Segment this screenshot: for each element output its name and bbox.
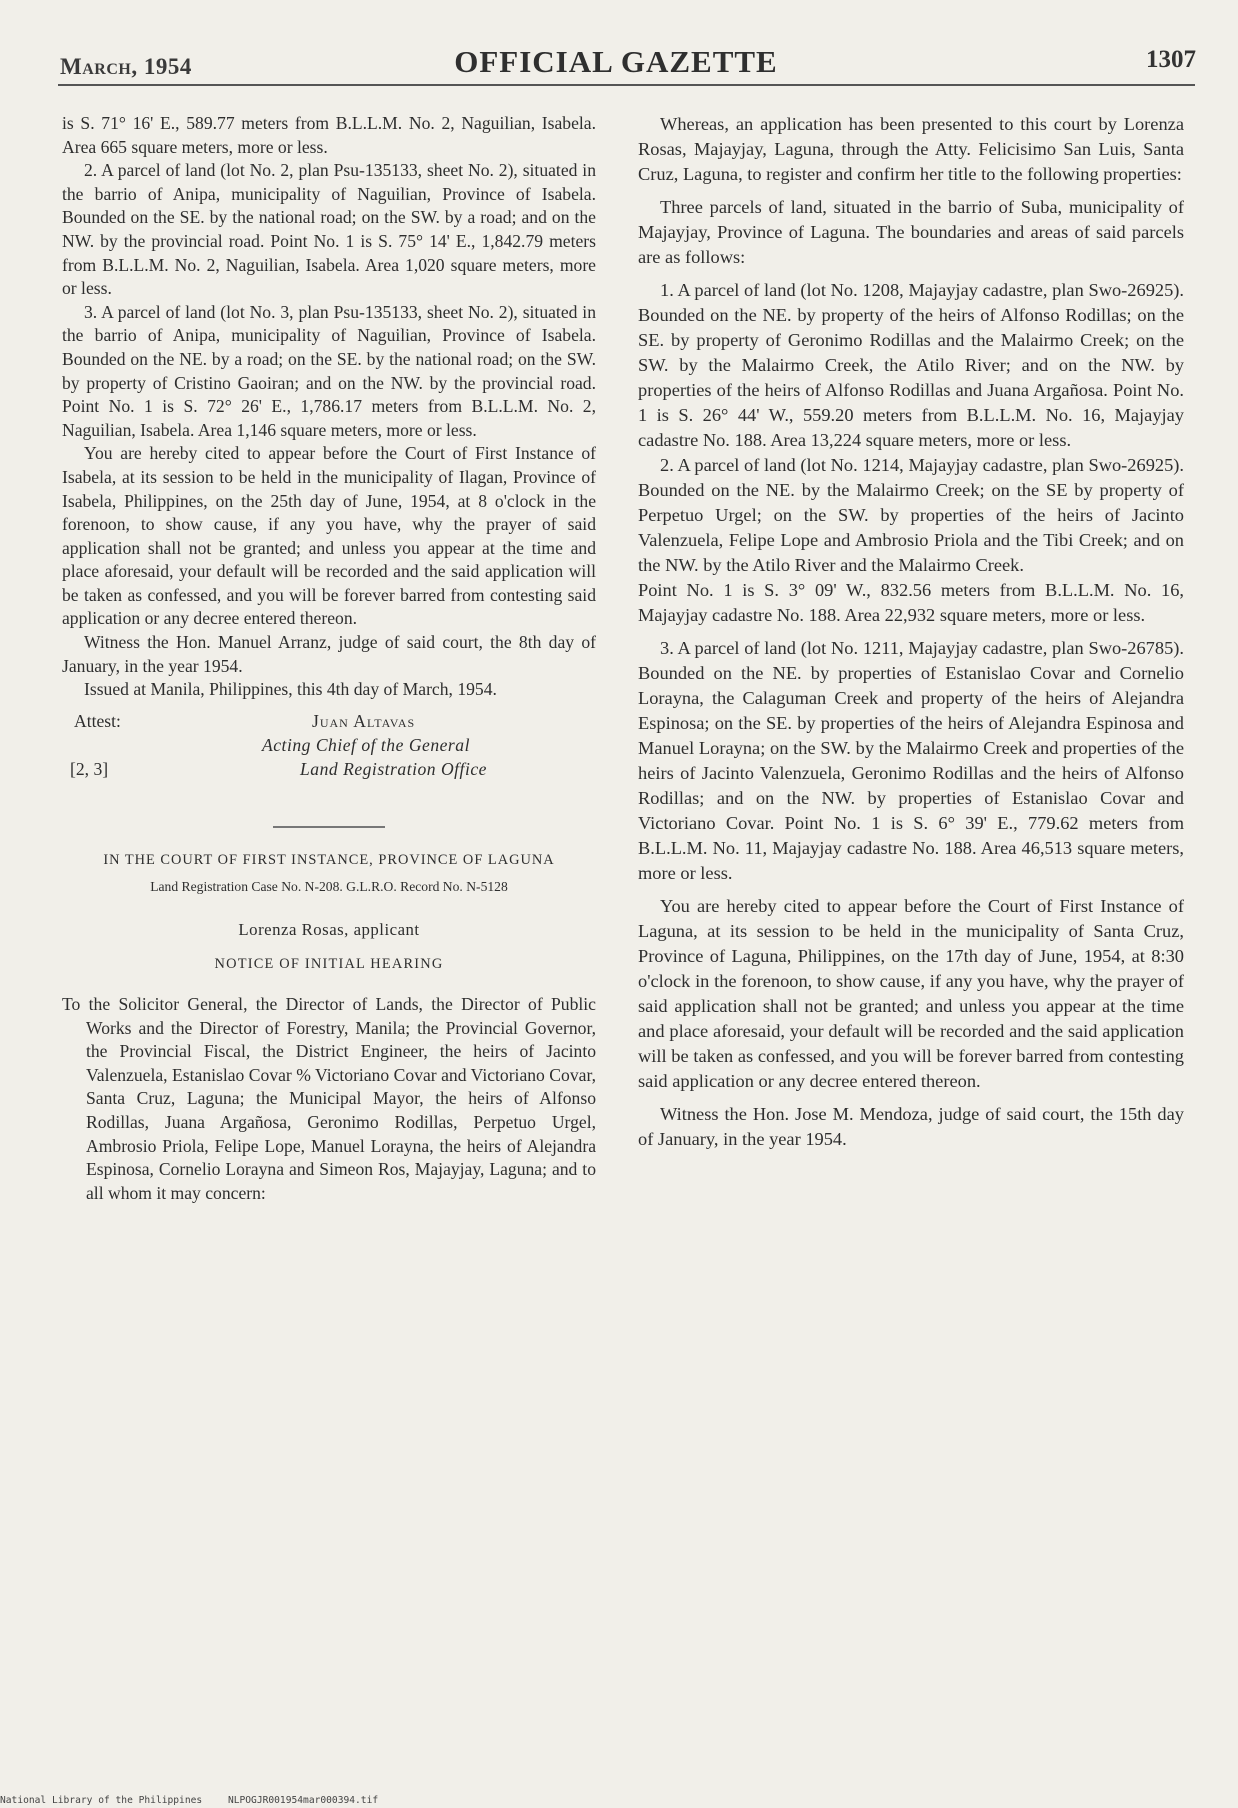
addressees: To the Solicitor General, the Director of Lands, the Director of Public Works and the Director of Forestry, Manila; the Provincial Governor, the Provincial Fiscal, the District Engineer, the heirs of Jacinto Valenzuela, Estanislao Covar % Victoriano Covar and Victoriano Covar, Santa Cruz, Laguna; the Municipal Mayor, the heirs of Alfonso Rodillas, Juana Argañosa, Geronimo Rodillas, Perpetuo Urgel, Ambrosio Priola, Felipe Lope, Manuel Lorayna, the heirs of Alejandra Espinosa, Cornelio Lorayna and Simeon Ros, Majayjay, Laguna; and to all whom it may concern:	[62, 994, 596, 1203]
paragraph: Whereas, an application has been presented to this court by Lorenza Rosas, Majayjay, Laguna, through the Atty. Felicisimo San Luis, Santa Cruz, Laguna, to register and confirm her title to the following properties:	[638, 114, 1184, 184]
left-column	[62, 112, 596, 1205]
paragraph: 3. A parcel of land (lot No. 1211, Majayjay cadastre, plan Swo-26785). Bounded on the NE. by properties of Estanislao Covar and Cornelio Lorayna, the Calaguman Creek and property of the heirs of Alejandra Espinosa; on the SE. by properties of the heirs of Alejandra Espinosa and Manuel Lorayna; on the SW. by the Malairmo Creek and properties of the heirs of Jacinto Valenzuela, Geronimo Rodillas and the heirs of Alfonso Rodillas; and on the NW. by properties of Estanislao Covar and Victoriano Covar. Point No. 1 is S. 6° 39' E., 779.62 meters from B.L.L.M. No. 11, Majayjay cadastre No. 188. Area 46,513 square meters, more or less.	[638, 638, 1184, 883]
case-number: Land Registration Case No. N-208. G.L.R.O. Record No. N-5128	[150, 878, 508, 894]
paragraph: Issued at Manila, Philippines, this 4th day of March, 1954.	[84, 679, 497, 700]
page-number: 1307	[1146, 46, 1196, 73]
issue-reference: [2, 3]	[70, 758, 109, 779]
attest-name: Juan Altavas	[312, 710, 416, 731]
attestation-block	[62, 710, 596, 806]
paragraph: You are hereby cited to appear before the Court of First Instance of Laguna, at its session to be held in the municipality of Santa Cruz, Province of Laguna, Philippines, on the 17th day of June, 1954, at 8:30 o'clock in the forenoon, to show cause, if any you have, why the prayer of said application shall not be granted; and unless you appear at the time and place aforesaid, your default will be recorded and the said application will be taken as confessed, and you will be forever barred from contesting said application or any decree entered thereon.	[638, 896, 1184, 1091]
applicant-line: Lorenza Rosas, applicant	[238, 919, 420, 939]
attest-label: Attest:	[74, 710, 121, 731]
paragraph: 3. A parcel of land (lot No. 3, plan Psu-135133, sheet No. 2), situated in the barrio of Anipa, municipality of Naguilian, Province of Isabela. Bounded on the NE. by a road; on the SE. by the national road; on the SW. by property of Cristino Gaoiran; and on the NW. by the provincial road. Point No. 1 is S. 72° 26' E., 1,786.17 meters from B.L.L.M. No. 2, Naguilian, Isabela. Area 1,146 square meters, more or less.	[62, 301, 596, 440]
section-divider	[273, 826, 385, 828]
paragraph: 2. A parcel of land (lot No. 1214, Majayjay cadastre, plan Swo-26925). Bounded on the NE. by the Malairmo Creek; on the SE by property of Perpetuo Urgel; on the SW. by properties of the heirs of Jacinto Valenzuela, Felipe Lope and Ambrosio Priola and the Tibi Creek; and on the NW. by the Atilo River and the Malairmo Creek.	[638, 455, 1184, 575]
paragraph: is S. 71° 16' E., 589.77 meters from B.L.L.M. No. 2, Naguilian, Isabela. Area 665 square meters, more or less.	[62, 113, 596, 157]
notice-heading: NOTICE OF INITIAL HEARING	[214, 956, 444, 973]
header-rule	[58, 84, 1195, 86]
court-heading: IN THE COURT OF FIRST INSTANCE, PROVINCE OF LAGUNA	[103, 851, 555, 868]
paragraph: 2. A parcel of land (lot No. 2, plan Psu-135133, sheet No. 2), situated in the barrio of Anipa, municipality of Naguilian, Province of Isabela. Bounded on the SE. by the national road; on the SW. by a road; and on the NW. by the provincial road. Point No. 1 is S. 75° 14' E., 1,842.79 meters from B.L.L.M. No. 2, Naguilian, Isabela. Area 1,020 square meters, more or less.	[62, 160, 596, 299]
attest-title: Acting Chief of the General	[262, 734, 470, 755]
scan-footer	[0, 1795, 1238, 1806]
paragraph: Three parcels of land, situated in the barrio of Suba, municipality of Majayjay, Province of Laguna. The boundaries and areas of said parcels are as follows:	[638, 197, 1184, 267]
page-header	[36, 38, 1196, 78]
attest-title: Land Registration Office	[300, 758, 487, 779]
paragraph: 1. A parcel of land (lot No. 1208, Majayjay cadastre, plan Swo-26925). Bounded on the NE. by property of the heirs of Alfonso Rodillas; on the SE. by property of Geronimo Rodillas and the Malairmo Creek; on the SW. by the Malairmo Creek, the Atilo River; and on the NW. by properties of the heirs of Alfonso Rodillas and Juana Argañosa. Point No. 1 is S. 26° 44' W., 559.20 meters from B.L.L.M. No. 16, Majayjay cadastre No. 188. Area 13,224 square meters, more or less.	[638, 280, 1184, 450]
paragraph: Witness the Hon. Jose M. Mendoza, judge of said court, the 15th day of January, in the year 1954.	[638, 1104, 1184, 1149]
publication-title: OFFICIAL GAZETTE	[454, 44, 778, 79]
paragraph: You are hereby cited to appear before the Court of First Instance of Isabela, at its session to be held in the municipality of Ilagan, Province of Isabela, Philippines, on the 25th day of June, 1954, at 8 o'clock in the forenoon, to show cause, if any you have, why the prayer of said application shall not be granted; and unless you appear at the time and place aforesaid, your default will be recorded and the said application will be taken as confessed, and you will be forever barred from contesting said application or any decree entered thereon.	[62, 443, 596, 629]
paragraph: Point No. 1 is S. 3° 09' W., 832.56 meters from B.L.L.M. No. 16, Majayjay cadastre No. 188. Area 22,932 square meters, more or less.	[638, 580, 1184, 625]
scan-filename: NLPOGJR001954mar000394.tif	[227, 1795, 379, 1806]
issue-date: March, 1954	[60, 54, 192, 79]
right-column	[638, 112, 1184, 1152]
library-credit: National Library of the Philippines	[0, 1795, 203, 1806]
paragraph: Witness the Hon. Manuel Arranz, judge of said court, the 8th day of January, in the year 1954.	[62, 632, 596, 676]
